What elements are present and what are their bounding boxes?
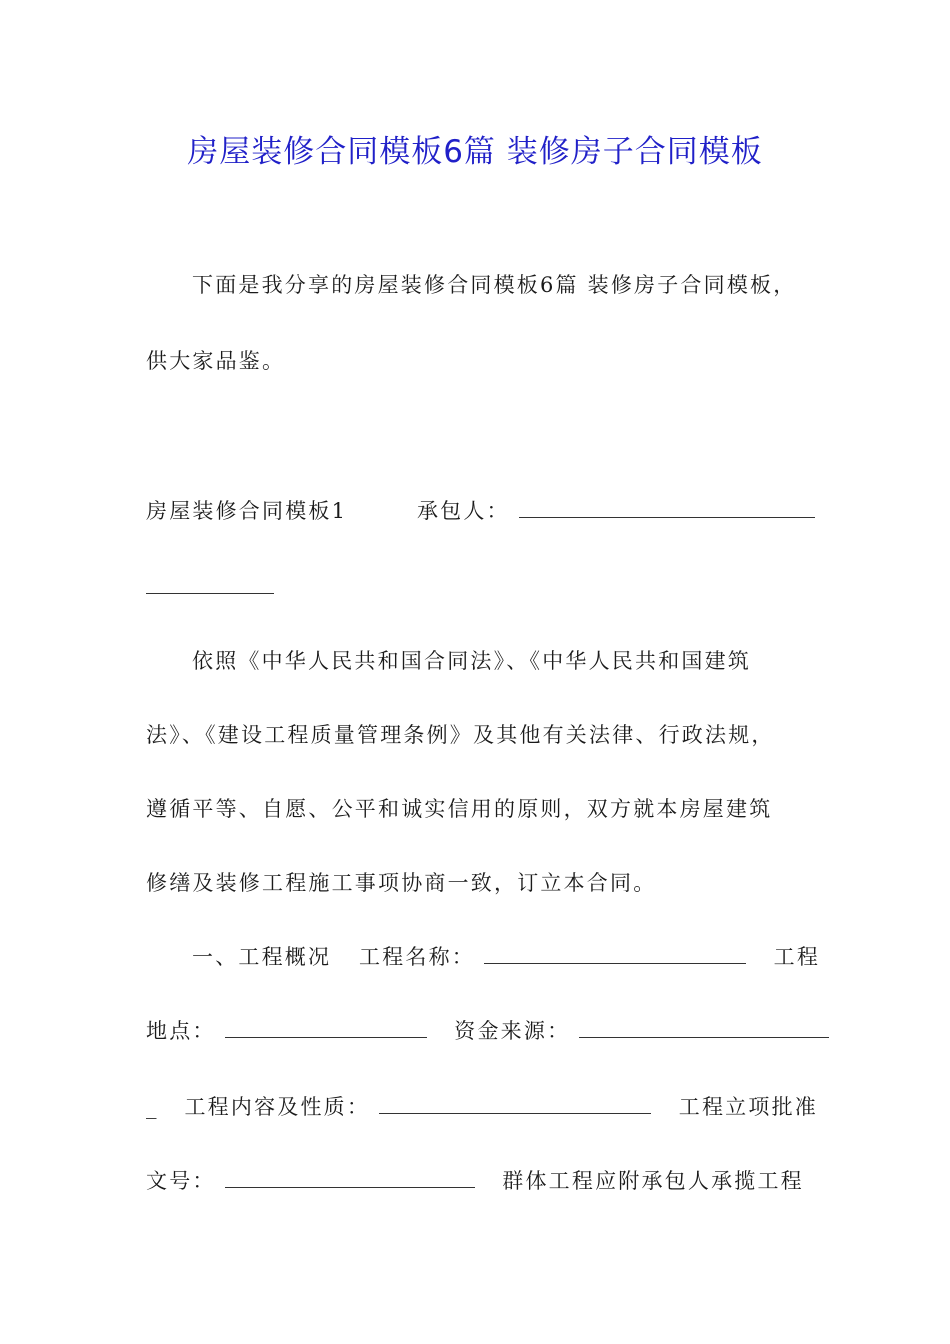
overview-heading: 一、工程概况 bbox=[192, 945, 332, 969]
overview-line-1 bbox=[192, 942, 820, 972]
approval-label-a: 工程立项批准 bbox=[678, 1095, 818, 1119]
intro-line-2: 供大家品鉴。 bbox=[146, 349, 286, 373]
location-blank bbox=[225, 1017, 427, 1038]
approval-blank bbox=[225, 1167, 475, 1188]
document-title: 房屋装修合同模板6篇 装修房子合同模板 bbox=[187, 134, 763, 170]
contractor-label: 承包人： bbox=[416, 499, 510, 523]
overview-line-4 bbox=[146, 1166, 804, 1196]
contractor-blank bbox=[519, 497, 815, 518]
funding-label: 资金来源： bbox=[454, 1019, 571, 1043]
preamble-line-2: 法》、《建设工程质量管理条例》及其他有关法律、行政法规， bbox=[146, 723, 775, 747]
section-1-heading-line bbox=[146, 496, 815, 526]
content-label: 工程内容及性质： bbox=[184, 1095, 371, 1119]
content-blank bbox=[379, 1093, 651, 1114]
leading-underscore: _ bbox=[146, 1095, 159, 1119]
project-name-label: 工程名称： bbox=[358, 945, 475, 969]
overview-line-3 bbox=[146, 1092, 818, 1122]
preamble-line-3: 遵循平等、自愿、公平和诚实信用的原则，双方就本房屋建筑 bbox=[146, 797, 773, 821]
intro-line-1: 下面是我分享的房屋装修合同模板6篇 装修房子合同模板， bbox=[192, 273, 797, 297]
overview-line-2 bbox=[146, 1016, 829, 1046]
preamble-line-4: 修缮及装修工程施工事项协商一致，订立本合同。 bbox=[146, 871, 657, 895]
contractor-blank-continued bbox=[146, 573, 274, 594]
section-1-heading: 房屋装修合同模板1 bbox=[146, 499, 348, 523]
project-name-blank bbox=[484, 943, 746, 964]
location-label-b: 地点： bbox=[146, 1019, 216, 1043]
location-label-a: 工程 bbox=[773, 945, 821, 969]
contractor-blank-continued-line bbox=[146, 572, 274, 602]
preamble-line-1: 依照《中华人民共和国合同法》、《中华人民共和国建筑 bbox=[192, 649, 751, 673]
group-text: 群体工程应附承包人承揽工程 bbox=[502, 1169, 804, 1193]
funding-blank bbox=[579, 1017, 829, 1038]
approval-label-b: 文号： bbox=[146, 1169, 216, 1193]
